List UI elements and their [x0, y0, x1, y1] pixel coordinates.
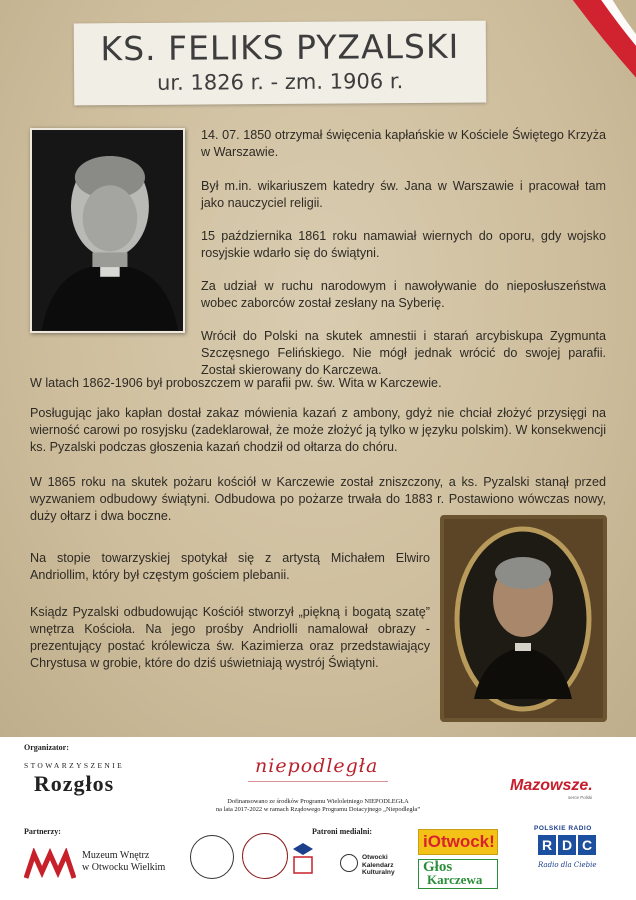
- partner-seal-2-icon: [242, 833, 288, 879]
- rozglos-small-text: STOWARZYSZENIE: [24, 761, 125, 770]
- okk-line-1: Otwocki: [362, 854, 388, 861]
- polskie-radio-label: POLSKIE RADIO: [534, 825, 592, 832]
- okk-name: [362, 854, 395, 877]
- mazowsze-subtitle: serce Polski: [568, 795, 593, 800]
- funding-note: [178, 798, 458, 814]
- niepodlegla-underline: [248, 781, 388, 782]
- iotwock-text: iOtwock!: [423, 832, 495, 851]
- okk-logo-icon: [340, 854, 358, 872]
- museum-name: [82, 850, 165, 874]
- mazowsze-logo: Mazowsze.: [510, 777, 593, 794]
- paragraph-10: Ksiądz Pyzalski odbudowując Kościół stworzył „piękną i bogatą szatę” wnętrza Kościoła. Na jego prośby Andriolli namalował obrazy - prezentujący postać królewicza św. Kazimierza oraz przedstawiający Chrystusa w grobie, które do dziś uświetniają wystrój Świątyni.: [30, 605, 430, 670]
- life-dates: ur. 1826 r. - zm. 1906 r.: [156, 69, 404, 95]
- okk-line-3: Kulturalny: [362, 869, 395, 876]
- rdc-logo: [538, 835, 596, 857]
- organizer-label: Organizator:: [24, 743, 69, 752]
- partners-label: Partnerzy:: [24, 827, 61, 836]
- rdc-letter-c: C: [578, 835, 596, 855]
- museum-line-2: w Otwocku Wielkim: [82, 862, 166, 873]
- iotwock-logo: [418, 829, 498, 855]
- glos-text: Głos: [423, 859, 453, 875]
- funding-line-2: na lata 2017-2022 w ramach Rządowego Programu Dotacyjnego „Niepodległa”: [215, 806, 421, 814]
- portrait-painting-framed: [440, 515, 607, 722]
- funding-line-1: Dofinansowano ze środków Programu Wieloletniego NIEPODLEGŁA: [227, 798, 409, 805]
- footer: [0, 737, 636, 900]
- rdc-letter-d: D: [558, 835, 576, 855]
- paragraph-9: Na stopie towarzyskiej spotykał się z artystą Michałem Elwiro Andriollim, który był częstym gościem plebanii.: [30, 551, 430, 582]
- okk-line-2: Kalendarz: [362, 861, 394, 869]
- paragraph-3: 15 października 1861 roku namawiał wiernych do oporu, gdy wojsko rosyjskie wdarło się do świątyni.: [201, 229, 606, 260]
- partner-graduation-icon: [292, 839, 314, 875]
- rdc-letter-r: R: [538, 835, 556, 855]
- paragraph-7: Posługując jako kapłan dostał zakaz mówienia kazań z ambony, gdyż nie chciał złożyć przysięgi na wierność carowi po rosyjsku (zadeklarował, że może złożyć ją tylko w języku polskim). W konsekwencji ks. Pyzalski podczas głoszenia kazań chodził od ołtarza do chóru.: [30, 406, 606, 454]
- niepodlegla-logo: niepodległa: [255, 755, 379, 777]
- rozglos-logo: [24, 761, 124, 797]
- portrait-photo-bw: [30, 128, 185, 333]
- muzeum-wnetrz-logo-icon: [24, 848, 76, 884]
- rdc-slogan: Radio dla Ciebie: [538, 861, 597, 869]
- portrait-bw-image: [32, 130, 183, 331]
- page-title: KS. FELIKS PYZALSKI: [100, 26, 460, 69]
- karczewa-text: Karczewa: [427, 872, 483, 887]
- paragraph-8: W 1865 roku na skutek pożaru kościół w Karczewie został zniszczony, a ks. Pyzalski stanął przed wyzwaniem odbudowy świątyni. Odbudowa po pożarze trwała do 1883 r. Postawiono wówczas nowy, duży ołtarz i dwa boczne.: [30, 475, 606, 523]
- paragraph-5: Wrócił do Polski na skutek amnestii i starań arcybiskupa Zygmunta Szczęsnego Felińskiego. Nie mógł jednak wrócić do swojej parafii. Został skierowany do Karczewa.: [201, 329, 606, 377]
- partner-seal-1-icon: [190, 835, 234, 879]
- paragraph-2: Był m.in. wikariuszem katedry św. Jana w Warszawie i pracował tam jako nauczyciel religii.: [201, 179, 606, 210]
- paragraph-4: Za udział w ruchu narodowym i nawoływanie do nieposłuszeństwa wobec zaborców został zesłany na Syberię.: [201, 279, 606, 310]
- media-patrons-label: Patroni medialni:: [312, 827, 373, 836]
- paragraph-1: 14. 07. 1850 otrzymał święcenia kapłańskie w Kościele Świętego Krzyża w Warszawie.: [201, 128, 606, 159]
- paragraph-6: W latach 1862-1906 był proboszczem w parafii pw. św. Wita w Karczewie.: [30, 376, 442, 390]
- portrait-painting-image: [444, 519, 603, 718]
- glos-karczewa-logo: [418, 859, 498, 889]
- rozglos-big-text: Rozgłos: [33, 771, 115, 796]
- museum-line-1: Muzeum Wnętrz: [82, 850, 150, 861]
- title-box: [74, 21, 487, 106]
